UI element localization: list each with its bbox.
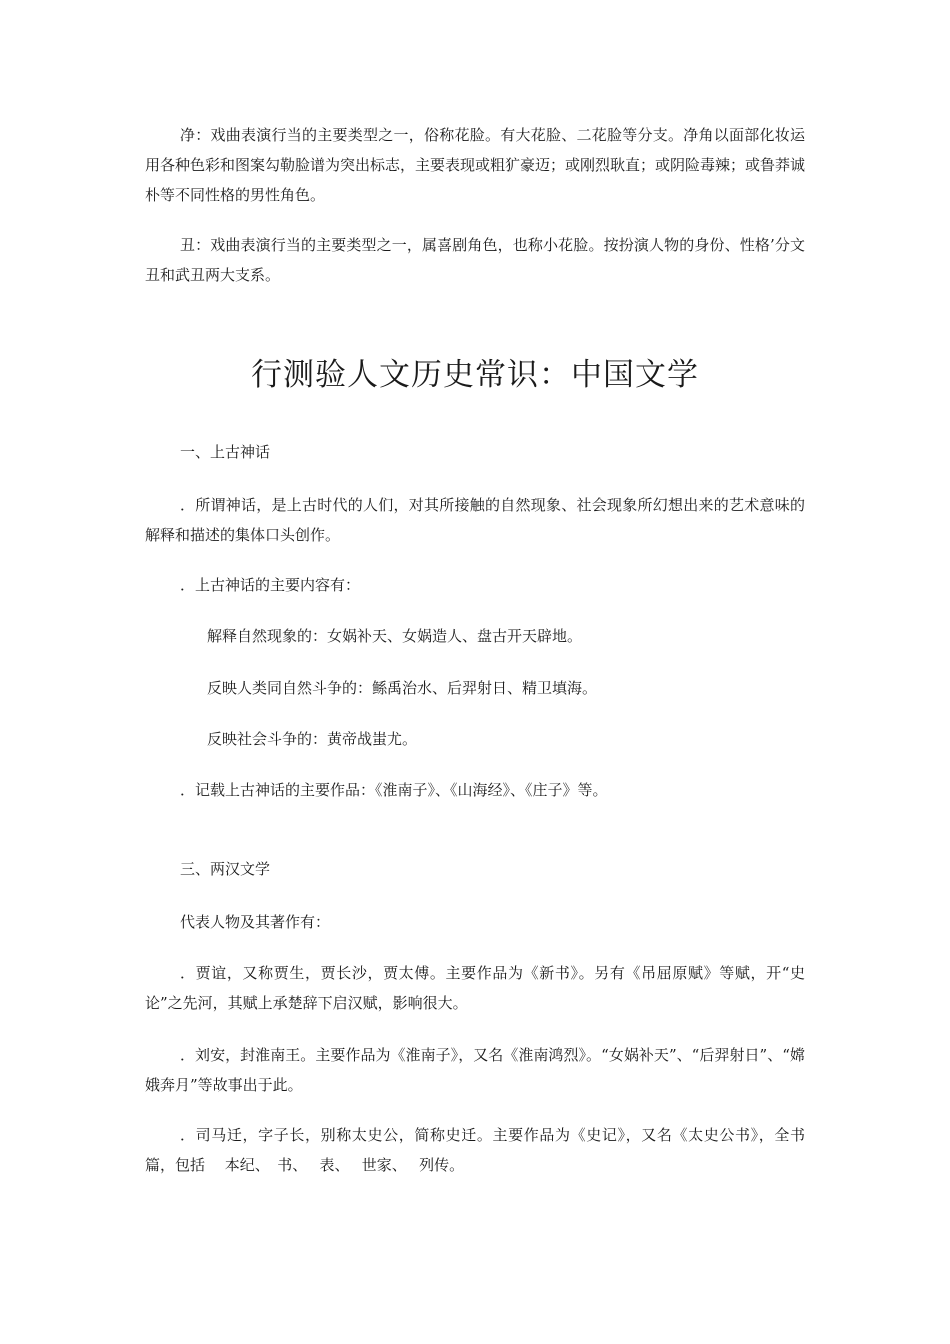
paragraph-chou: 丑：戏曲表演行当的主要类型之一，属喜剧角色，也称小花脸。按扮演人物的身份、性格’分文丑和武丑两大支系。 — [145, 236, 805, 284]
section1-heading: 一、上古神话 — [180, 443, 271, 461]
section3-item3: ．司马迁，字子长，别称太史公，简称史迁。主要作品为《史记》，又名《太史公书》，全书 篇，包括 本纪、 书、 表、 世家、 列传。 — [145, 1126, 836, 1174]
section1-sub1: 解释自然现象的：女娲补天、女娲造人、盘古开天辟地。 — [207, 627, 583, 645]
section1-item2: ．上古神话的主要内容有： — [180, 576, 361, 594]
page-title: 行测验人文历史常识：中国文学 — [251, 357, 699, 393]
section3-item1: ．贾谊，又称贾生，贾长沙，贾太傅。主要作品为《新书》。另有《吊屈原赋》等赋，开“史论”之先河，其赋上承楚辞下启汉赋，影响很大。 — [145, 964, 805, 1012]
section3-heading: 三、两汉文学 — [180, 860, 271, 878]
section3-intro: 代表人物及其著作有： — [180, 913, 331, 931]
section3-item2: ．刘安，封淮南王。主要作品为《淮南子》，又名《淮南鸿烈》。“女娲补天”、“后羿射日”、“嫦娥奔月”等故事出于此。 — [145, 1046, 805, 1094]
section1-sub2: 反映人类同自然斗争的：鲧禹治水、后羿射日、精卫填海。 — [207, 679, 598, 697]
section1-sub3: 反映社会斗争的：黄帝战蚩尤。 — [207, 730, 418, 748]
paragraph-jing: 净：戏曲表演行当的主要类型之一，俗称花脸。有大花脸、二花脸等分支。净角以面部化妆运用各种色彩和图案勾勒脸谱为突出标志，主要表现或粗犷豪迈；或刚烈耿直；或阴险毒辣；或鲁莽诚朴等不同性格的男性角色。 — [145, 126, 806, 204]
section1-item1: ．所谓神话，是上古时代的人们，对其所接触的自然现象、社会现象所幻想出来的艺术意味的解释和描述的集体口头创作。 — [145, 496, 805, 544]
section1-item3: ．记载上古神话的主要作品：《淮南子》、《山海经》、《庄子》等。 — [180, 781, 608, 799]
